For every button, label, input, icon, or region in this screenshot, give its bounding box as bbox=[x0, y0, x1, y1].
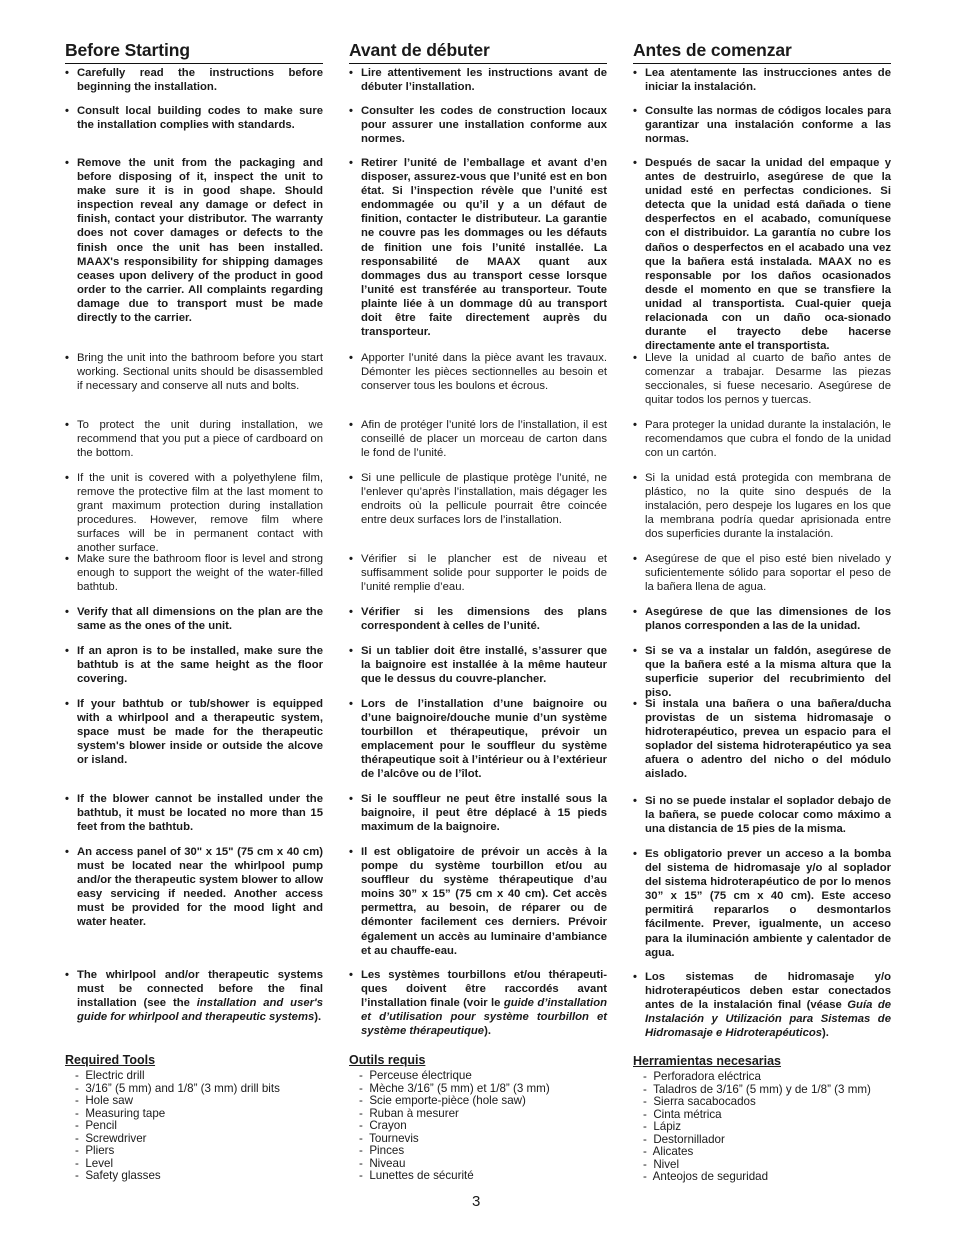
list-item bbox=[65, 351, 323, 393]
item-text: Retirer l’unité de l’emballage et avant d’en disposer, assurez-vous que l’unité est en bon état. Si l’inspection révèle que l’unité est endommagée ou qu’il y a un défaut de finition, contacter le distributeur. La garantie ne couvre pas les dommages ou les défauts de finition une fois l’unité installée. La responsabilité de MAAX quant aux dommages dus au transport cesse lorsque l’unité est transférée au transporteur. Toute plainte liée à un dommage dû au transport doit être faite directement auprès du transporteur. bbox=[361, 157, 607, 339]
item-text: An access panel of 30" x 15" (75 cm x 40 cm) must be located near the whirlpool pump and/or the therapeutic system blower to allow easy servicing if needed. Another access must be provided for the mood light and water heater. bbox=[77, 846, 323, 929]
item-text: Remove the unit from the packaging and before disposing of it, inspect the unit to make sure it is in good shape. Should inspection reveal any damage or defect in finish, contact your distributor. The warranty does not cover damages or defects to the finish once the unit has been installed. MAAX's responsibility for shipping damages ceases upon delivery of the product in good order to the carrier. All complaints regarding damage due to transport must be made directly to the carrier. bbox=[77, 157, 323, 325]
bullet-icon: • bbox=[65, 157, 69, 169]
item-text: Para proteger la unidad durante la instalación, le recomendamos que cubra el fondo de la unidad con un cartón. bbox=[645, 419, 891, 460]
column-english bbox=[65, 40, 323, 1182]
tool-item: - Lápiz bbox=[643, 1121, 871, 1134]
item-text: Bring the unit into the bathroom before you start working. Sectional units should be disassembled if necessary and conserve all nuts and bolts. bbox=[77, 352, 323, 393]
tool-item: - Electric drill bbox=[75, 1070, 280, 1083]
bullet-icon: • bbox=[633, 795, 637, 807]
bullet-icon: • bbox=[65, 67, 69, 79]
list-item bbox=[349, 156, 607, 339]
item-text: The whirlpool and/or therapeutic systems must be connected before the final installation (see the bbox=[77, 969, 323, 1010]
bullet-icon: • bbox=[349, 606, 353, 618]
list-item bbox=[349, 471, 607, 527]
item-text: Si se va a instalar un faldón, asegúrese de que la bañera esté a la misma altura que la superficie superior del recubrimiento del piso. bbox=[645, 645, 891, 700]
tool-item: - Scie emporte-pièce (hole saw) bbox=[359, 1095, 550, 1108]
bullet-icon: • bbox=[633, 419, 637, 431]
tool-item: - Mèche 3/16” (5 mm) et 1/8” (3 mm) bbox=[359, 1083, 550, 1096]
section-heading: Avant de débuter bbox=[349, 40, 607, 64]
item-text: Lleve la unidad al cuarto de baño antes de comenzar a trabajar. Desarme las piezas seccionales, si fuese necesario. Asegúrese de quitar todos los pernos y tuercas. bbox=[645, 352, 891, 407]
item-text: Carefully read the instructions before beginning the installation. bbox=[77, 67, 323, 94]
bullet-icon: • bbox=[633, 67, 637, 79]
item-text: Si la unidad está protegida con membrana de plástico, no la quite sino después de la instalación, pero despeje los lugares en los que la membrana podría quedar aprisionada entre dos superficies durante la instalación. bbox=[645, 472, 891, 541]
list-item bbox=[633, 644, 891, 700]
list-item bbox=[65, 605, 323, 633]
item-text: Si une pellicule de plastique protège l’unité, ne l’enlever qu’après l’installation, mais dégager les endroits où la pellicule pourrait être coincée entre deux surfaces lors de l’installation. bbox=[361, 472, 607, 527]
tool-item: - Level bbox=[75, 1158, 280, 1171]
item-text: Asegúrese de que el piso esté bien nivelado y suficientemente sólido para soportar el peso de la bañera llena de agua. bbox=[645, 553, 891, 594]
tools-heading: Required Tools bbox=[65, 1053, 156, 1067]
item-text: Si le souffleur ne peut être installé sous la baignoire, il peut être déplacé à 15 pieds maximum de la baignoire. bbox=[361, 793, 607, 834]
tool-item: - Crayon bbox=[359, 1120, 550, 1133]
bullet-icon: • bbox=[65, 698, 69, 710]
bullet-icon: • bbox=[349, 553, 353, 565]
list-item bbox=[65, 552, 323, 594]
list-item bbox=[633, 104, 891, 146]
tools-heading: Herramientas necesarias bbox=[633, 1054, 782, 1068]
item-text: If your bathtub or tub/shower is equipped with a whirlpool and a therapeutic system, space must be made for the therapeutic system's blower inside or outside the alcove or island. bbox=[77, 698, 323, 767]
item-text: Los sistemas de hidromasaje y/o hidroterapéuticos deben estar conectados antes de la instalación final (véase bbox=[645, 971, 891, 1012]
bullet-icon: • bbox=[633, 105, 637, 117]
bullet-icon: • bbox=[633, 848, 637, 860]
tool-item: - Tournevis bbox=[359, 1133, 550, 1146]
list-item bbox=[633, 552, 891, 594]
bullet-icon: • bbox=[349, 793, 353, 805]
item-text: Vérifier si le plancher est de niveau et suffisamment solide pour supporter le poids de l’unité remplie d’eau. bbox=[361, 553, 607, 594]
list-item bbox=[349, 605, 607, 633]
item-text: installation and user's guide for whirlpool and therapeutic systems bbox=[77, 997, 323, 1024]
bullet-icon: • bbox=[65, 606, 69, 618]
bullet-icon: • bbox=[65, 793, 69, 805]
list-item bbox=[349, 697, 607, 782]
bullet-icon: • bbox=[65, 352, 69, 364]
bullet-icon: • bbox=[349, 645, 353, 657]
list-item bbox=[349, 104, 607, 146]
list-item bbox=[65, 471, 323, 556]
tool-item: - Alicates bbox=[643, 1146, 871, 1159]
tool-item: - Lunettes de sécurité bbox=[359, 1170, 550, 1183]
bullet-icon: • bbox=[65, 645, 69, 657]
bullet-icon: • bbox=[633, 157, 637, 169]
item-text: Si un tablier doit être installé, s’assurer que la baignoire est installée à la même hauteur que le dessus du couvre-plancher. bbox=[361, 645, 607, 686]
list-item bbox=[349, 845, 607, 958]
bullet-icon: • bbox=[65, 472, 69, 484]
item-text: If an apron is to be installed, make sure the bathtub is at the same height as the floor covering. bbox=[77, 645, 323, 686]
tools-list bbox=[359, 1070, 550, 1183]
bullet-icon: • bbox=[633, 645, 637, 657]
bullet-icon: • bbox=[633, 971, 637, 983]
bullet-icon: • bbox=[65, 105, 69, 117]
section-heading: Antes de comenzar bbox=[633, 40, 891, 64]
tool-item: - Pliers bbox=[75, 1145, 280, 1158]
bullet-icon: • bbox=[65, 553, 69, 565]
list-item bbox=[65, 644, 323, 686]
item-text: If the unit is covered with a polyethylene film, remove the protective film at the last moment to grant maximum protection during installation procedures. However, remove film where surfaces will be in permanent contact with another surface. bbox=[77, 472, 323, 555]
bullet-icon: • bbox=[349, 67, 353, 79]
list-item bbox=[65, 156, 323, 325]
tool-item: - Nivel bbox=[643, 1159, 871, 1172]
item-text: Les systèmes tourbillons et/ou thérapeuti-ques doivent être raccordés avant l’installation finale (voir le bbox=[361, 969, 607, 1010]
tools-heading: Outils requis bbox=[349, 1053, 426, 1067]
list-item bbox=[349, 644, 607, 686]
bullet-icon: • bbox=[65, 969, 69, 981]
section-heading: Before Starting bbox=[65, 40, 323, 64]
tool-item: - Ruban à mesurer bbox=[359, 1108, 550, 1121]
list-item bbox=[65, 968, 323, 1024]
list-item bbox=[349, 968, 607, 1038]
item-text: ). bbox=[484, 1025, 491, 1038]
tools-list bbox=[75, 1070, 280, 1183]
item-text: To protect the unit during installation, we recommend that you put a piece of cardboard on the bottom. bbox=[77, 419, 323, 460]
bullet-icon: • bbox=[349, 846, 353, 858]
column-french bbox=[349, 40, 607, 1182]
item-text: Verify that all dimensions on the plan are the same as the ones of the unit. bbox=[77, 606, 323, 633]
list-item bbox=[349, 552, 607, 594]
tool-item: - Screwdriver bbox=[75, 1133, 280, 1146]
bullet-icon: • bbox=[65, 846, 69, 858]
tool-item: - Sierra sacabocados bbox=[643, 1096, 871, 1109]
tool-item: - Safety glasses bbox=[75, 1170, 280, 1183]
item-text: Vérifier si les dimensions des plans correspondent à celles de l’unité. bbox=[361, 606, 607, 633]
list-item bbox=[349, 66, 607, 94]
list-item bbox=[633, 794, 891, 836]
list-item bbox=[349, 351, 607, 393]
bullet-icon: • bbox=[349, 419, 353, 431]
bullet-icon: • bbox=[349, 969, 353, 981]
tool-item: - Perceuse électrique bbox=[359, 1070, 550, 1083]
list-item bbox=[65, 845, 323, 930]
list-item bbox=[633, 418, 891, 460]
bullet-icon: • bbox=[349, 698, 353, 710]
bullet-icon: • bbox=[633, 553, 637, 565]
item-text: Consulte las normas de códigos locales para garantizar una instalación conforme a las normas. bbox=[645, 105, 891, 146]
list-item bbox=[65, 104, 323, 132]
column-spanish bbox=[633, 40, 891, 1183]
list-item bbox=[65, 697, 323, 767]
item-text: Lors de l’installation d’une baignoire ou d’une baignoire/douche munie d’un système tourbillon et thérapeutique, prévoir un emplacement pour le souffleur du système thérapeutique soit à l’intérieur ou à l’extérieur de l’alcôve ou de l’îlot. bbox=[361, 698, 607, 781]
item-text: Consult local building codes to make sure the installation complies with standards. bbox=[77, 105, 323, 132]
item-text: Apporter l’unité dans la pièce avant les travaux. Démonter les pièces sectionnelles au besoin et conserver tous les boulons et écrous. bbox=[361, 352, 607, 393]
list-item bbox=[65, 418, 323, 460]
item-text: Make sure the bathroom floor is level and strong enough to support the weight of the water-filled bathtub. bbox=[77, 553, 323, 594]
page-number: 3 bbox=[472, 1193, 481, 1210]
tool-item: - 3/16” (5 mm) and 1/8” (3 mm) drill bits bbox=[75, 1083, 280, 1096]
bullet-icon: • bbox=[633, 472, 637, 484]
item-text: Si no se puede instalar el soplador debajo de la bañera, se puede colocar como máximo a una distancia de 15 pies de la misma. bbox=[645, 795, 891, 836]
list-item bbox=[349, 418, 607, 460]
item-text: Lea atentamente las instrucciones antes de iniciar la instalación. bbox=[645, 67, 891, 94]
bullet-icon: • bbox=[633, 698, 637, 710]
bullet-icon: • bbox=[349, 472, 353, 484]
bullet-icon: • bbox=[633, 352, 637, 364]
list-item bbox=[633, 351, 891, 407]
bullet-icon: • bbox=[349, 352, 353, 364]
item-text: Es obligatorio prever un acceso a la bomba del sistema de hidromasaje y/o al soplador del sistema hidroterapéutico de por lo menos 30” x 15” (75 cm x 40 cm). Este acceso permitirá repararlos o desmontarlos fácilmente. Prever, igualmente, un acceso para la iluminación ambiente y calentador de agua. bbox=[645, 848, 891, 959]
list-item bbox=[633, 697, 891, 782]
bullet-icon: • bbox=[349, 105, 353, 117]
list-item bbox=[633, 970, 891, 1040]
tool-item: - Niveau bbox=[359, 1158, 550, 1171]
list-item bbox=[633, 156, 891, 353]
bullet-icon: • bbox=[349, 157, 353, 169]
item-text: Después de sacar la unidad del empaque y antes de destruirlo, asegúrese de que la unidad esté en perfectas condiciones. Si detecta que la unidad está dañada o tiene desperfectos en el acabado, comuníquese con el distribuidor. La garantía no cubre los daños o desperfectos en el acabado una vez que la bañera está instalada. MAAX no es responsable por los daños ocasionados desde el momento en que se transfiere la unidad al transportista. Cual-quier queja relacionada con un daño oca-sionado durante el trayecto debe hacerse directamente ante el transportista. bbox=[645, 157, 891, 353]
tools-list bbox=[643, 1071, 871, 1184]
item-text: guide d’installation et d’utilisation pour système tourbillon et système thérapeutique bbox=[361, 997, 607, 1038]
item-text: Asegúrese de que las dimensiones de los planos corresponden a las de la unidad. bbox=[645, 606, 891, 633]
list-item bbox=[633, 66, 891, 94]
tool-item: - Perforadora eléctrica bbox=[643, 1071, 871, 1084]
bullet-icon: • bbox=[65, 419, 69, 431]
tool-item: - Anteojos de seguridad bbox=[643, 1171, 871, 1184]
tool-item: - Taladros de 3/16” (5 mm) y de 1/8” (3 mm) bbox=[643, 1084, 871, 1097]
bullet-icon: • bbox=[633, 606, 637, 618]
list-item bbox=[633, 847, 891, 960]
item-text: ). bbox=[822, 1027, 829, 1040]
item-text: Lire attentivement les instructions avant de débuter l’installation. bbox=[361, 67, 607, 94]
item-text: Afin de protéger l’unité lors de l’installation, il est conseillé de placer un morceau de carton dans le fond de l’unité. bbox=[361, 419, 607, 460]
list-item bbox=[65, 792, 323, 834]
item-text: Si instala una bañera o una bañera/ducha provistas de un sistema hidromasaje o hidroterapéutico, prevea un espacio para el soplador del sistema hidroterapéutico ya sea afuera o adentro del nicho o del módulo aislado. bbox=[645, 698, 891, 781]
item-text: Il est obligatoire de prévoir un accès à la pompe du système tourbillon et/ou au souffleur du système thérapeutique d’au moins 30” x 15” (75 cm x 40 cm). Cet accès permettra, au besoin, de réparer ou de démonter facilement ces derniers. Prévoir également un accès au luminaire d’ambiance et au chauffe-eau. bbox=[361, 846, 607, 957]
tool-item: - Measuring tape bbox=[75, 1108, 280, 1121]
tool-item: - Destornillador bbox=[643, 1134, 871, 1147]
item-text: If the blower cannot be installed under the bathtub, it must be located no more than 15 feet from the bathtub. bbox=[77, 793, 323, 834]
item-text: ). bbox=[314, 1011, 322, 1024]
list-item bbox=[633, 605, 891, 633]
tool-item: - Pinces bbox=[359, 1145, 550, 1158]
tool-item: - Hole saw bbox=[75, 1095, 280, 1108]
tool-item: - Cinta métrica bbox=[643, 1109, 871, 1122]
tool-item: - Pencil bbox=[75, 1120, 280, 1133]
list-item bbox=[349, 792, 607, 834]
item-text: Consulter les codes de construction locaux pour assurer une installation conforme aux normes. bbox=[361, 105, 607, 146]
item-text: Guía de Instalación y Utilización para Sistemas de Hidromasaje e Hidroterapéuticos bbox=[645, 999, 891, 1040]
list-item bbox=[65, 66, 323, 94]
list-item bbox=[633, 471, 891, 541]
